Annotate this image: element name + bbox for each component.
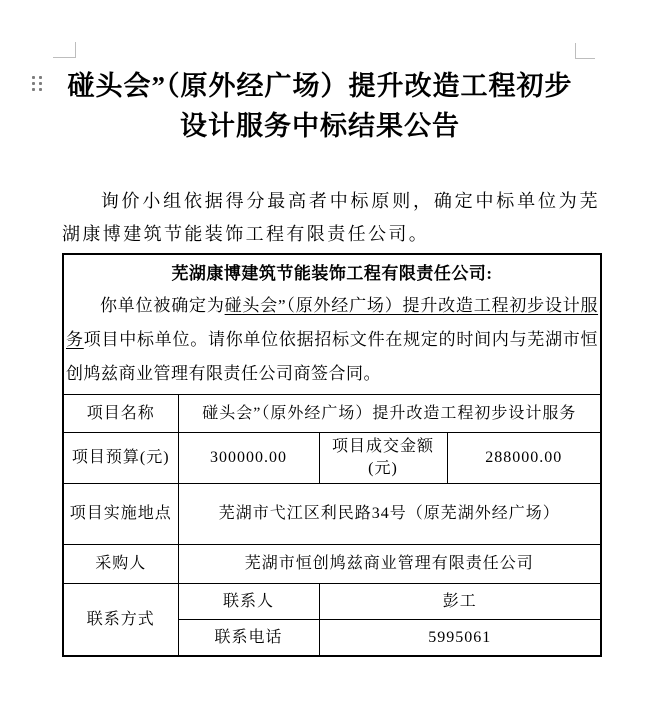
notice-cell [63, 254, 601, 395]
purchaser-label: 采购人 [63, 545, 178, 584]
contact-person-value: 彭工 [319, 584, 601, 620]
budget-value: 300000.00 [178, 433, 319, 484]
document-title-line-1: 碰头会”（原外经广场）提升改造工程初步 [67, 71, 573, 101]
notice-body-pre: 你单位被确定为 [100, 295, 225, 315]
contact-person-label: 联系人 [178, 584, 319, 620]
table-row [63, 395, 601, 433]
purchaser-value: 芜湖市恒创鸠兹商业管理有限责任公司 [178, 545, 601, 584]
contact-phone-value: 5995061 [319, 620, 601, 657]
table-row [63, 545, 601, 584]
notice-body-post: 项目中标单位。请你单位依据招标文件在规定的时间内与芜湖市恒创鸠兹商业管理有限责任公司商签合同。 [66, 329, 599, 383]
table-row [63, 254, 601, 395]
budget-label: 项目预算(元) [63, 433, 178, 484]
contact-label: 联系方式 [63, 584, 178, 657]
deal-amount-label: 项目成交金额(元) [319, 433, 447, 484]
contact-phone-label: 联系电话 [178, 620, 319, 657]
margin-corner-left-icon [53, 42, 76, 58]
project-name-label: 项目名称 [63, 395, 178, 433]
notice-salutation: 芜湖康博建筑节能装饰工程有限责任公司: [171, 263, 493, 283]
table-row [63, 584, 601, 620]
margin-corner-right-icon [575, 43, 595, 59]
notice-body-underlined: 碰头会”（原外经广场）提升改造工程初步设计服务 [66, 295, 599, 349]
table-row [63, 433, 601, 484]
deal-amount-value: 288000.00 [447, 433, 601, 484]
notice-body [66, 289, 598, 391]
project-name-value: 碰头会”（原外经广场）提升改造工程初步设计服务 [178, 395, 601, 433]
table-row [63, 484, 601, 545]
document-title-line-2: 设计服务中标结果公告 [180, 111, 460, 141]
location-value: 芜湖市弋江区利民路34号（原芜湖外经广场） [178, 484, 601, 545]
location-label: 项目实施地点 [63, 484, 178, 545]
document-title [62, 66, 578, 146]
drag-handle-icon[interactable] [32, 76, 42, 91]
intro-paragraph: 询价小组依据得分最高者中标原则，确定中标单位为芜湖康博建筑节能装饰工程有限责任公司。 [62, 191, 600, 244]
award-table [62, 253, 602, 657]
